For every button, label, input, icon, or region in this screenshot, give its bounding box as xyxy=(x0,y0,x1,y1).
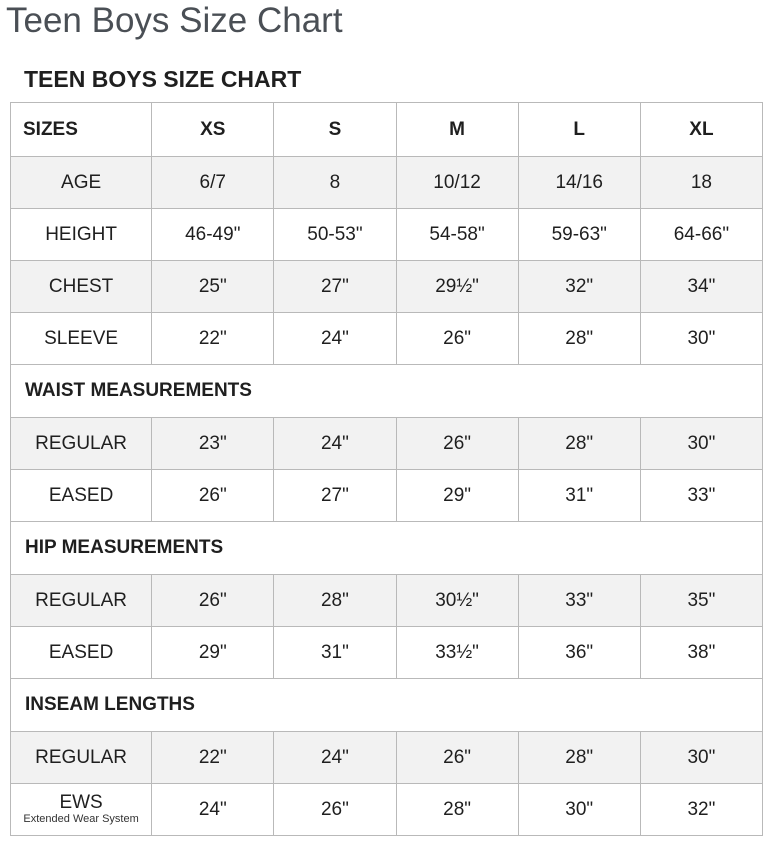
table-cell: 25" xyxy=(152,261,274,313)
header-cell-s: S xyxy=(274,103,396,157)
table-row-inseam-regular xyxy=(11,732,763,784)
row-label: REGULAR xyxy=(11,575,152,627)
header-cell-l: L xyxy=(518,103,640,157)
table-cell: 54-58" xyxy=(396,209,518,261)
table-cell: 35" xyxy=(640,575,762,627)
row-label: EASED xyxy=(11,470,152,522)
table-cell: 26" xyxy=(396,418,518,470)
section-title: WAIST MEASUREMENTS xyxy=(11,365,763,418)
table-cell: 27" xyxy=(274,261,396,313)
row-label-sub: Extended Wear System xyxy=(23,813,139,825)
table-cell: 32" xyxy=(518,261,640,313)
table-cell: 64-66" xyxy=(640,209,762,261)
table-cell: 30" xyxy=(640,313,762,365)
table-cell: 59-63" xyxy=(518,209,640,261)
table-cell: 26" xyxy=(396,732,518,784)
table-row-hip-eased xyxy=(11,627,763,679)
table-cell: 28" xyxy=(518,313,640,365)
chart-heading: TEEN BOYS SIZE CHART xyxy=(24,66,302,92)
table-cell: 27" xyxy=(274,470,396,522)
table-cell: 10/12 xyxy=(396,157,518,209)
section-row-inseam xyxy=(11,679,763,732)
table-cell: 24" xyxy=(274,313,396,365)
table-cell: 14/16 xyxy=(518,157,640,209)
table-cell: 24" xyxy=(274,418,396,470)
table-cell: 24" xyxy=(274,732,396,784)
row-label xyxy=(11,784,152,836)
table-cell: 33" xyxy=(640,470,762,522)
row-label: AGE xyxy=(11,157,152,209)
row-label: REGULAR xyxy=(11,418,152,470)
table-cell: 29" xyxy=(152,627,274,679)
size-chart-table xyxy=(10,102,763,836)
table-cell: 29½" xyxy=(396,261,518,313)
row-label: CHEST xyxy=(11,261,152,313)
table-cell: 30½" xyxy=(396,575,518,627)
table-cell: 36" xyxy=(518,627,640,679)
header-cell-xs: XS xyxy=(152,103,274,157)
section-title: HIP MEASUREMENTS xyxy=(11,522,763,575)
table-row-age xyxy=(11,157,763,209)
table-cell: 24" xyxy=(152,784,274,836)
section-row-waist xyxy=(11,365,763,418)
row-label: EASED xyxy=(11,627,152,679)
header-cell-sizes: SIZES xyxy=(11,103,152,157)
table-cell: 26" xyxy=(274,784,396,836)
table-cell: 31" xyxy=(518,470,640,522)
table-cell: 32" xyxy=(640,784,762,836)
table-cell: 26" xyxy=(152,575,274,627)
table-row-chest xyxy=(11,261,763,313)
table-cell: 28" xyxy=(518,732,640,784)
table-cell: 18 xyxy=(640,157,762,209)
table-cell: 8 xyxy=(274,157,396,209)
table-cell: 33½" xyxy=(396,627,518,679)
table-cell: 30" xyxy=(640,418,762,470)
header-row xyxy=(11,103,763,157)
table-row-hip-regular xyxy=(11,575,763,627)
header-cell-xl: XL xyxy=(640,103,762,157)
section-title: INSEAM LENGTHS xyxy=(11,679,763,732)
table-cell: 28" xyxy=(396,784,518,836)
row-label: HEIGHT xyxy=(11,209,152,261)
table-cell: 38" xyxy=(640,627,762,679)
table-cell: 31" xyxy=(274,627,396,679)
table-cell: 6/7 xyxy=(152,157,274,209)
header-cell-m: M xyxy=(396,103,518,157)
section-row-hip xyxy=(11,522,763,575)
table-cell: 30" xyxy=(640,732,762,784)
table-cell: 29" xyxy=(396,470,518,522)
table-row-height xyxy=(11,209,763,261)
table-cell: 30" xyxy=(518,784,640,836)
table-cell: 50-53" xyxy=(274,209,396,261)
table-row-sleeve xyxy=(11,313,763,365)
page-title: Teen Boys Size Chart xyxy=(6,1,343,40)
table-cell: 33" xyxy=(518,575,640,627)
table-cell: 22" xyxy=(152,732,274,784)
table-cell: 46-49" xyxy=(152,209,274,261)
table-cell: 26" xyxy=(396,313,518,365)
table-row-inseam-ews xyxy=(11,784,763,836)
table-row-waist-eased xyxy=(11,470,763,522)
table-cell: 34" xyxy=(640,261,762,313)
table-cell: 28" xyxy=(518,418,640,470)
table-row-waist-regular xyxy=(11,418,763,470)
row-label: SLEEVE xyxy=(11,313,152,365)
table-cell: 22" xyxy=(152,313,274,365)
table-cell: 23" xyxy=(152,418,274,470)
table-cell: 28" xyxy=(274,575,396,627)
table-cell: 26" xyxy=(152,470,274,522)
row-label-main: EWS xyxy=(59,792,103,813)
row-label: REGULAR xyxy=(11,732,152,784)
